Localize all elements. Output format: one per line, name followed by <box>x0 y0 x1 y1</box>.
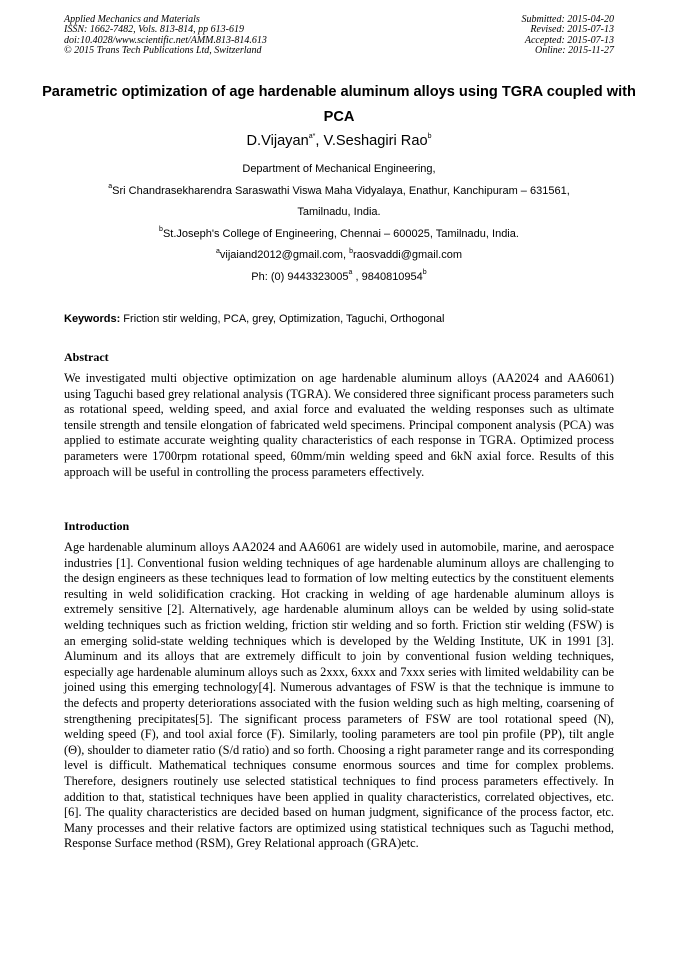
author-name: D.Vijayan <box>246 133 309 149</box>
introduction-heading: Introduction <box>64 519 130 533</box>
phone-a: Ph: (0) 9443323005 <box>251 270 349 283</box>
keywords-label: Keywords: <box>64 313 121 325</box>
phone-superscript: b <box>422 269 427 277</box>
journal-name: Applied Mechanics and Materials <box>64 14 200 25</box>
affiliation-text: St.Joseph's College of Engineering, Chennai – 600025, Tamilnadu, India. <box>162 227 519 240</box>
date-revised: Revised: 2015-07-13 <box>530 24 614 36</box>
journal-copyright: © 2015 Trans Tech Publications Ltd, Switzerland <box>64 45 262 57</box>
abstract-heading: Abstract <box>64 350 109 364</box>
affiliation-text: Sri Chandrasekharendra Saraswathi Viswa Maha Vidyalaya, Enathur, Kanchipuram – 631561, <box>112 184 570 197</box>
affiliation-a-cont: Tamilnadu, India. <box>297 206 381 219</box>
email-superscript: a <box>216 247 220 255</box>
paper-title: Parametric optimization of age hardenable aluminum alloys using TGRA coupled with PCA <box>42 84 636 125</box>
phone-superscript: a <box>348 269 353 277</box>
submission-dates <box>522 15 615 57</box>
keywords-text: Friction stir welding, PCA, grey, Optimization, Taguchi, Orthogonal <box>120 313 445 325</box>
date-submitted: Submitted: 2015-04-20 <box>521 14 614 25</box>
author-name: V.Seshagiri Rao <box>323 133 428 149</box>
affiliations <box>50 159 628 289</box>
keywords <box>64 312 444 326</box>
phone-b: , 9840810954 <box>352 270 423 283</box>
journal-doi: doi:10.4028/www.scientific.net/AMM.813-814.613 <box>64 34 267 46</box>
author-superscript: b <box>427 133 432 141</box>
abstract-body: We investigated multi objective optimization on age hardenable aluminum alloys (AA2024 and AA6061) using Taguchi based grey relational analysis (TGRA). We considered three significant process parameters such as rotational speed, welding speed, and axial force and evaluated the welding responses such as ultimate tensile strength and tensile elongation of fabricated weld specimens. Principal component analysis (PCA) was applied to estimate accurate weighting quality characteristics of each response in TGRA. Optimized process parameters were 1700rpm rotational speed, 60mm/min welding speed and 6kN axial force. Results of this approach will be useful in controlling the process parameters effectively. <box>64 371 614 479</box>
affiliation-superscript: b <box>159 226 163 234</box>
email-a: vijaiand2012@gmail.com, <box>219 249 350 262</box>
affiliation-a <box>50 181 628 203</box>
journal-info <box>64 15 267 57</box>
journal-issn: ISSN: 1662-7482, Vols. 813-814, pp 613-619 <box>64 24 244 36</box>
date-online: Online: 2015-11-27 <box>535 45 614 57</box>
department: Department of Mechanical Engineering, <box>242 163 436 175</box>
emails <box>50 245 628 267</box>
author-list <box>40 131 638 151</box>
date-accepted: Accepted: 2015-07-13 <box>524 34 614 46</box>
affiliation-superscript: a <box>108 182 113 190</box>
email-b: raosvaddi@gmail.com <box>353 249 462 262</box>
author-superscript: a* <box>308 133 316 141</box>
introduction-body: Age hardenable aluminum alloys AA2024 and AA6061 are widely used in automobile, marine, and aerospace industries [1]. Conventional fusion welding techniques of age hardenable aluminum alloys are challenging to the design engineers as these techniques lead to formation of low melting eutectics by the constituent elements resulting in weld solidification cracking. Hot cracking in welding of age hardenable aluminum alloys is extremely sensitive [2]. Alternatively, age hardenable aluminum alloys can be welded by using solid-state welding techniques such as friction welding, friction stir welding and so forth. Friction stir welding (FSW) is an emerging solid-state welding techniques which is developed by the Welding Institute, UK in 1991 [3]. Aluminum and its alloys that are extremely difficult to join by conventional fusion welding techniques, especially age hardenable aluminum alloys such as 2xxx, 6xxx and 7xxx series with limited weldability can be joined using this emerging technology[4]. Numerous advantages of FSW is that the technique is immune to the defects and property deteriorations associated with the fusion welding such as high melting, coarsening of strengthening precipitates[5]. The significant process parameters of FSW are tool rotational speed (N), welding speed (F), and tool axial force (F). Similarly, tooling parameters are tool pin profile (PP), tilt angle (Θ), shoulder to diameter ratio (S/d ratio) and so forth. Choosing a right parameter range and its corresponding level is difficult. Mathematical techniques consume enormous sources and time for complex problems. Therefore, designers routinely use selected statistical techniques to find process parameters effectively. In addition to that, statistical techniques have been applied in quality characteristics, correlated objectives, etc.[6]. The quality characteristics are decided based on human judgment, significance of the process factor, etc. Many processes and their relative factors are optimized using statistical techniques such as Taguchi method, Response Surface method (RSM), Grey Relational approach (GRA)etc. <box>64 540 614 851</box>
author-separator: , <box>315 133 324 149</box>
email-superscript: b <box>349 247 353 255</box>
phone <box>50 267 628 289</box>
affiliation-b <box>50 224 628 246</box>
